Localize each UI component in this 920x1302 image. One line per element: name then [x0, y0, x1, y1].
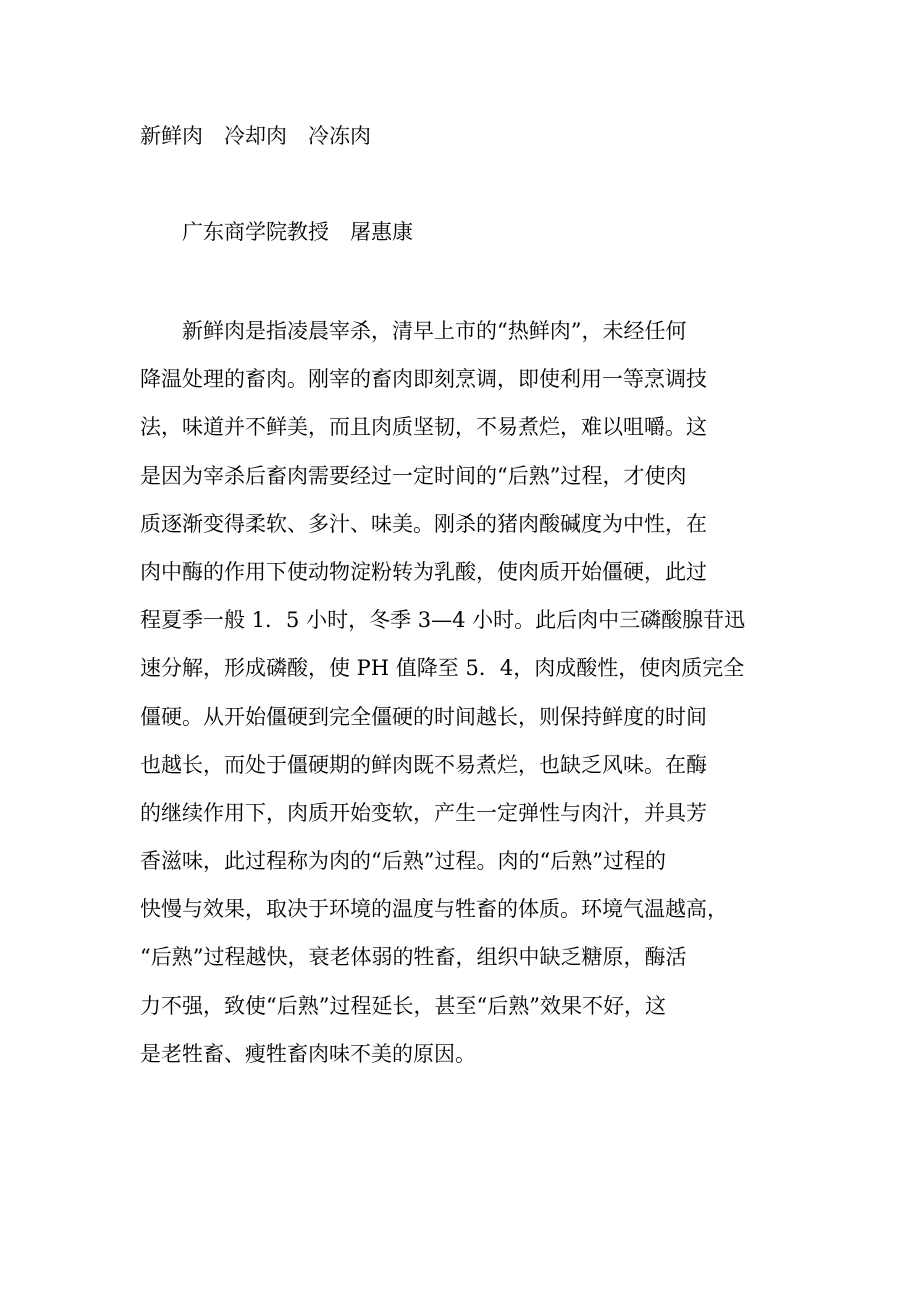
paragraph-line: 降温处理的畜肉。刚宰的畜肉即刻烹调，即使利用一等烹调技 — [140, 367, 707, 392]
paragraph-line: 肉中酶的作用下使动物淀粉转为乳酸，使肉质开始僵硬，此过 — [140, 559, 707, 584]
paragraph-line: 是因为宰杀后畜肉需要经过一定时间的“后熟”过程，才使肉 — [140, 463, 687, 488]
paragraph-line: 力不强，致使“后熟”过程延长，甚至“后熟”效果不好，这 — [140, 993, 666, 1018]
paragraph-line: “后熟”过程越快，衰老体弱的牲畜，组织中缺乏糖原，酶活 — [140, 945, 687, 970]
paragraph-line: 新鲜肉是指凌晨宰杀，清早上市的“热鲜肉”，未经任何 — [182, 319, 687, 343]
body-paragraph — [140, 312, 760, 1083]
document-title: 新鲜肉 冷却肉 冷冻肉 — [140, 124, 371, 148]
paragraph-line: 法，味道并不鲜美，而且肉质坚韧，不易煮烂，难以咀嚼。这 — [140, 415, 707, 440]
paragraph-line: 僵硬。从开始僵硬到完全僵硬的时间越长，则保持鲜度的时间 — [140, 704, 707, 729]
paragraph-line: 快慢与效果，取决于环境的温度与牲畜的体质。环境气温越高， — [140, 897, 728, 922]
paragraph-line: 的继续作用下，肉质开始变软，产生一定弹性与肉汁，并具芳 — [140, 800, 707, 825]
paragraph-line: 程夏季一般 1．5 小时，冬季 3—4 小时。此后肉中三磷酸腺苷迅 — [140, 608, 746, 633]
author-line: 广东商学院教授 屠惠康 — [182, 220, 413, 244]
paragraph-line: 质逐渐变得柔软、多汁、味美。刚杀的猪肉酸碱度为中性，在 — [140, 511, 707, 536]
paragraph-line: 香滋味，此过程称为肉的“后熟”过程。肉的“后熟”过程的 — [140, 849, 666, 874]
paragraph-line: 速分解，形成磷酸，使 PH 值降至 5．4，肉成酸性，使肉质完全 — [140, 656, 745, 681]
paragraph-line: 也越长，而处于僵硬期的鲜肉既不易煮烂，也缺乏风味。在酶 — [140, 752, 707, 777]
paragraph-line: 是老牲畜、瘦牲畜肉味不美的原因。 — [140, 1041, 476, 1066]
